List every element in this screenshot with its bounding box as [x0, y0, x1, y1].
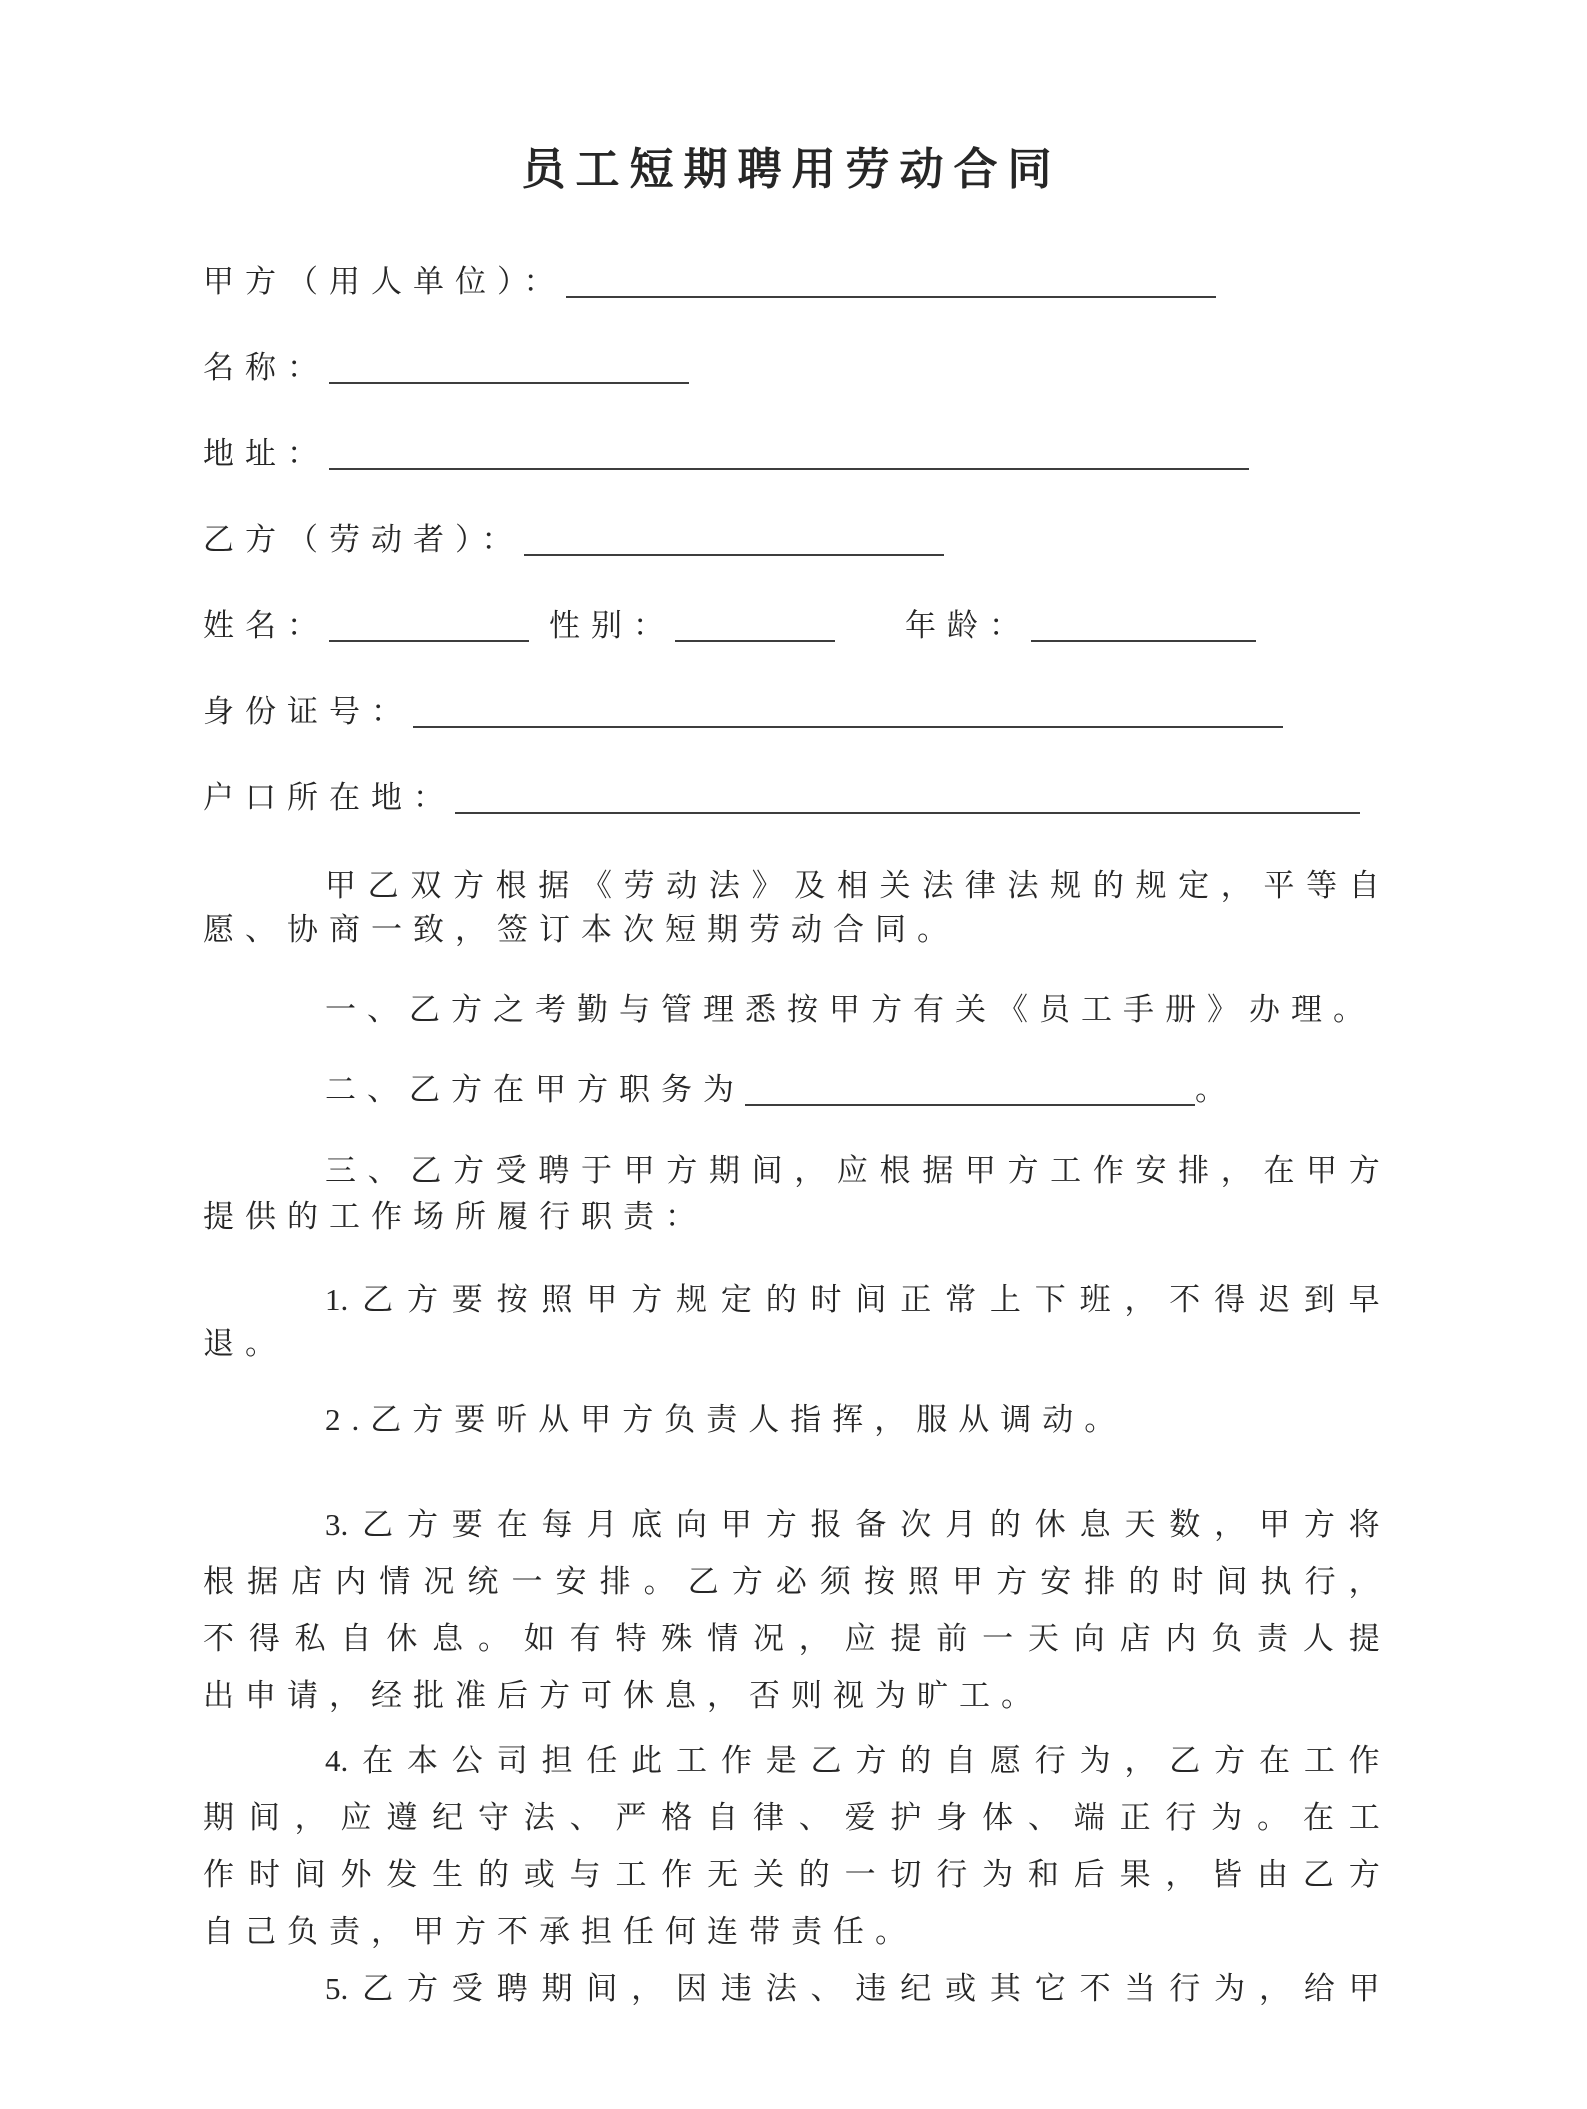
contract-document-page — [0, 142, 1587, 2109]
field-row-party-a — [203, 256, 1380, 302]
clause-3-duties — [203, 1148, 1380, 1240]
text-line: 甲 乙 双 方 根 据 《 劳 动 法 》 及 相 关 法 律 法 规 的 规 定 ， 平 等 自 — [325, 868, 1380, 903]
text-line: 2.乙方要听从甲方负责人指挥，服从调动。 — [325, 1402, 1127, 1437]
text-line: 三 、 乙 方 受 聘 于 甲 方 期 间 ， 应 根 据 甲 方 工 作 安 排 ， 在 甲 方 — [325, 1153, 1380, 1188]
field-label-company-name: 名称： — [203, 350, 329, 385]
text-line: 自己负责，甲方不承担任何连带责任。 — [203, 1914, 917, 1949]
field-blank-household-registration[interactable] — [455, 778, 1360, 814]
field-label-address: 地址： — [203, 436, 329, 471]
text-line: 4. 在 本 公 司 担 任 此 工 作 是 乙 方 的 自 愿 行 为 ， 乙 方 在 工 作 — [325, 1743, 1380, 1778]
field-label-worker-name: 姓名： — [203, 608, 329, 643]
field-blank-id-number[interactable] — [413, 692, 1283, 728]
duty-4-self-responsibility — [203, 1732, 1380, 1960]
text-line: 不 得 私 自 休 息 。 如 有 特 殊 情 况 ， 应 提 前 一 天 向 店 内 负 责 人 提 — [203, 1621, 1380, 1656]
text-line: 愿、协商一致，签订本次短期劳动合同。 — [203, 912, 959, 947]
text-line — [203, 1064, 1380, 1112]
field-row-worker-name — [203, 600, 1380, 646]
text-line: 一、乙方之考勤与管理悉按甲方有关《员工手册》办理。 — [325, 992, 1375, 1027]
field-row-id-number — [203, 686, 1380, 732]
text-line: 提供的工作场所履行职责： — [203, 1199, 707, 1234]
text-line: 期 间 ， 应 遵 纪 守 法 、 严 格 自 律 、 爱 护 身 体 、 端 正 行 为 。 在 工 — [203, 1800, 1380, 1835]
text-line: 作 时 间 外 发 生 的 或 与 工 作 无 关 的 一 切 行 为 和 后 果 ， 皆 由 乙 方 — [203, 1857, 1380, 1892]
position-blank[interactable] — [745, 1070, 1195, 1106]
text-span: 二、乙方在甲方职务为 — [325, 1072, 745, 1107]
duty-1-punctuality — [203, 1278, 1380, 1366]
duty-3-rest-days — [203, 1496, 1380, 1724]
duty-2-obedience — [203, 1398, 1380, 1442]
document-content — [203, 142, 1380, 2017]
field-label-party-a: 甲方（用人单位）： — [203, 264, 566, 299]
text-line: 1. 乙 方 要 按 照 甲 方 规 定 的 时 间 正 常 上 下 班 ， 不 得 迟 到 早 — [325, 1282, 1380, 1317]
field-label-party-b: 乙方（劳动者）： — [203, 522, 524, 557]
text-line: 5. 乙 方 受 聘 期 间 ， 因 违 法 、 违 纪 或 其 它 不 当 行 为 ， 给 甲 — [325, 1971, 1380, 2006]
duty-5-misconduct — [203, 1960, 1380, 2017]
preamble — [203, 864, 1380, 952]
text-line: 退。 — [203, 1326, 287, 1361]
text-line: 出申请，经批准后方可休息，否则视为旷工。 — [203, 1678, 1043, 1713]
field-label-household-registration: 户口所在地： — [203, 780, 455, 815]
text-line: 3. 乙 方 要 在 每 月 底 向 甲 方 报 备 次 月 的 休 息 天 数 ， 甲 方 将 — [325, 1507, 1380, 1542]
field-blank-age[interactable] — [1031, 606, 1256, 642]
text-span: 。 — [1195, 1072, 1237, 1107]
clause-1-attendance — [203, 988, 1380, 1032]
field-blank-party-b[interactable] — [524, 520, 944, 556]
field-blank-address[interactable] — [329, 434, 1249, 470]
document-title: 员工短期聘用劳动合同 — [521, 145, 1062, 194]
field-blank-company-name[interactable] — [329, 348, 689, 384]
field-label-id-number: 身份证号： — [203, 694, 413, 729]
field-blank-party-a[interactable] — [566, 262, 1216, 298]
field-label-gender: 性别： — [549, 608, 675, 643]
field-row-company-name — [203, 342, 1380, 388]
clause-2-position — [203, 1064, 1380, 1112]
paragraphs-section — [203, 864, 1380, 2017]
field-row-party-b — [203, 514, 1380, 560]
field-label-age: 年龄： — [905, 608, 1031, 643]
field-row-address — [203, 428, 1380, 474]
field-blank-worker-name[interactable] — [329, 606, 529, 642]
field-blank-gender[interactable] — [675, 606, 835, 642]
text-line: 根 据 店 内 情 况 统 一 安 排 。 乙 方 必 须 按 照 甲 方 安 排 的 时 间 执 行 ， — [203, 1564, 1380, 1599]
fields-section — [203, 256, 1380, 818]
field-row-household-registration — [203, 772, 1380, 818]
